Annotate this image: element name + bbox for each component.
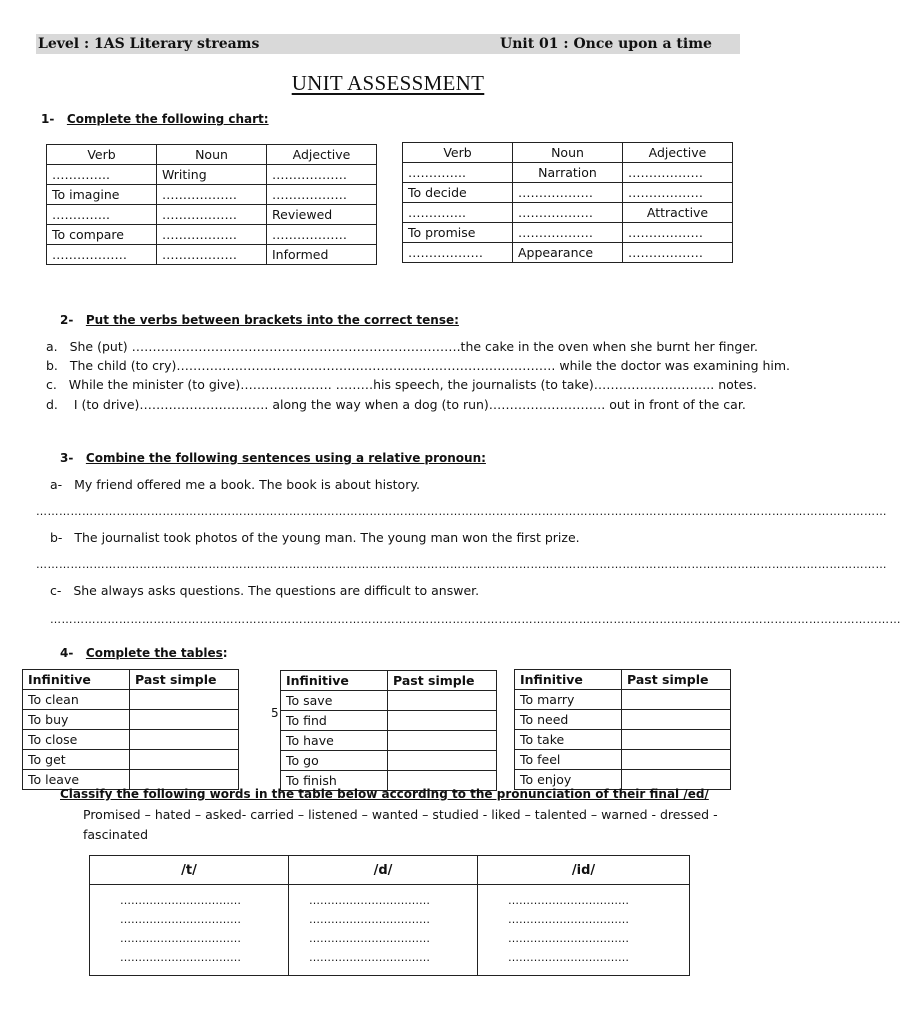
table-cell[interactable]: ……………… [513, 183, 623, 203]
past-simple-cell[interactable] [130, 730, 239, 750]
pronunciation-table-header [90, 856, 690, 885]
table-cell[interactable]: Writing [157, 165, 267, 185]
answer-dots: …………………………… [309, 913, 430, 926]
item-text: The journalist took photos of the young man. The young man won the first prize. [74, 530, 580, 545]
past-simple-cell[interactable] [388, 731, 497, 751]
table-row [23, 710, 239, 730]
section4-number: 4- [60, 646, 74, 660]
table-cell[interactable]: ……………… [623, 243, 733, 263]
id-answer-cell[interactable] [478, 885, 690, 976]
table-cell[interactable]: ……………… [623, 183, 733, 203]
col-past-simple: Past simple [130, 670, 239, 690]
infinitive-cell: To leave [23, 770, 130, 790]
section4-title: Complete the tables [85, 646, 223, 660]
item-label: c- [50, 583, 62, 598]
answer-line-b[interactable]: …………………………………………………………………………………………………………………………………………………………………………………………………… [36, 558, 887, 571]
infinitive-cell: To clean [23, 690, 130, 710]
col-infinitive: Infinitive [281, 671, 388, 691]
table-row [47, 225, 377, 245]
table-cell[interactable]: Informed [267, 245, 377, 265]
col-noun: Noun [157, 145, 267, 165]
table-row [403, 163, 733, 183]
infinitive-cell: To go [281, 751, 388, 771]
col-infinitive: Infinitive [23, 670, 130, 690]
stray-mark: 5 [271, 706, 279, 720]
table-cell[interactable]: To compare [47, 225, 157, 245]
word-chart-2-header [403, 143, 733, 163]
verb-table-header [281, 671, 497, 691]
item-label: b. [46, 358, 58, 373]
table-cell[interactable]: ……………… [47, 245, 157, 265]
infinitive-cell: To marry [515, 690, 622, 710]
table-row [403, 203, 733, 223]
col-d-sound: /d/ [289, 856, 478, 885]
table-cell[interactable]: ……………… [513, 203, 623, 223]
table-cell[interactable]: Reviewed [267, 205, 377, 225]
item-label: a. [46, 339, 58, 354]
header-unit: Unit 01 : Once upon a time [500, 36, 712, 52]
section3-title: Combine the following sentences using a relative pronoun: [85, 451, 486, 465]
item-text[interactable]: While the minister (to give)…………………. ………his speech, the journalists (to take)……………………….. notes. [68, 377, 757, 392]
table-cell[interactable]: ……………… [157, 245, 267, 265]
section2-number: 2- [60, 313, 74, 327]
item-text[interactable]: I (to drive)…………………………. along the way when a dog (to run)………………………. out in front of the car. [73, 397, 746, 412]
pronunciation-table [89, 855, 690, 976]
section3-heading [60, 451, 486, 465]
tense-item-c [46, 377, 757, 392]
past-simple-cell[interactable] [622, 730, 731, 750]
verb-table-3 [514, 669, 731, 790]
past-simple-cell[interactable] [130, 710, 239, 730]
table-cell[interactable]: ……………… [267, 185, 377, 205]
item-label: b- [50, 530, 63, 545]
word-list-line-1: Promised – hated – asked- carried – listened – wanted – studied - liked – talented – warned - dressed - [83, 807, 718, 822]
infinitive-cell: To finish [281, 771, 388, 791]
infinitive-cell: To need [515, 710, 622, 730]
d-answer-cell[interactable] [289, 885, 478, 976]
section3-number: 3- [60, 451, 74, 465]
table-row [47, 185, 377, 205]
table-row [515, 710, 731, 730]
table-row [23, 690, 239, 710]
combine-item-b [50, 530, 580, 545]
answer-dots: …………………………… [508, 913, 629, 926]
table-row [281, 731, 497, 751]
verb-table-header [515, 670, 731, 690]
tense-item-b [46, 358, 790, 373]
combine-item-c [50, 583, 479, 598]
answer-line-a[interactable]: …………………………………………………………………………………………………………………………………………………………………………………………………… [36, 505, 887, 518]
table-row [403, 183, 733, 203]
past-simple-cell[interactable] [622, 710, 731, 730]
answer-dots: …………………………… [309, 932, 430, 945]
pronunciation-answer-row [90, 885, 690, 976]
t-answer-cell[interactable] [90, 885, 289, 976]
col-past-simple: Past simple [388, 671, 497, 691]
infinitive-cell: To enjoy [515, 770, 622, 790]
infinitive-cell: To save [281, 691, 388, 711]
answer-dots: …………………………… [120, 951, 241, 964]
table-cell[interactable]: ……………… [403, 243, 513, 263]
verb-table-2 [280, 670, 497, 791]
table-row [515, 750, 731, 770]
section5-heading [60, 787, 709, 801]
col-past-simple: Past simple [622, 670, 731, 690]
item-text[interactable]: The child (to cry)………………………………………………………………………………. while the doctor was examining him. [69, 358, 791, 373]
past-simple-cell[interactable] [130, 750, 239, 770]
past-simple-cell[interactable] [130, 690, 239, 710]
table-cell[interactable]: ………….. [47, 165, 157, 185]
table-cell[interactable]: ……………… [623, 163, 733, 183]
verb-table-header [23, 670, 239, 690]
table-row [281, 751, 497, 771]
table-row [281, 691, 497, 711]
section1-number: 1- [41, 112, 55, 126]
infinitive-cell: To feel [515, 750, 622, 770]
infinitive-cell: To have [281, 731, 388, 751]
table-row [23, 750, 239, 770]
answer-dots: …………………………… [508, 932, 629, 945]
table-cell[interactable]: To imagine [47, 185, 157, 205]
table-cell[interactable]: ………….. [403, 163, 513, 183]
table-cell[interactable]: ……………… [623, 223, 733, 243]
infinitive-cell: To get [23, 750, 130, 770]
past-simple-cell[interactable] [388, 751, 497, 771]
answer-dots: …………………………… [120, 932, 241, 945]
combine-item-a [50, 477, 420, 492]
infinitive-cell: To close [23, 730, 130, 750]
header-level: Level : 1AS Literary streams [38, 36, 260, 52]
col-infinitive: Infinitive [515, 670, 622, 690]
word-chart-1 [46, 144, 377, 265]
table-cell[interactable]: ………….. [47, 205, 157, 225]
infinitive-cell: To take [515, 730, 622, 750]
section2-heading [60, 313, 459, 327]
table-row [403, 243, 733, 263]
past-simple-cell[interactable] [388, 691, 497, 711]
table-cell[interactable]: ……………… [157, 225, 267, 245]
section1-title: Complete the following chart: [66, 112, 269, 126]
col-verb: Verb [403, 143, 513, 163]
table-cell[interactable]: Narration [513, 163, 623, 183]
col-adjective: Adjective [623, 143, 733, 163]
verb-table-1 [22, 669, 239, 790]
past-simple-cell[interactable] [622, 690, 731, 710]
table-cell[interactable]: ……………… [157, 205, 267, 225]
item-label: a- [50, 477, 63, 492]
item-text: She always asks questions. The questions are difficult to answer. [73, 583, 480, 598]
past-simple-cell[interactable] [622, 750, 731, 770]
table-cell[interactable]: ………….. [403, 203, 513, 223]
table-cell[interactable]: To decide [403, 183, 513, 203]
table-cell[interactable]: ……………… [267, 165, 377, 185]
answer-dots: …………………………… [309, 894, 430, 907]
item-text[interactable]: She (put) …………………………………………………………………….the cake in the oven when she burnt her finger. [69, 339, 759, 354]
page-title: UNIT ASSESSMENT [291, 71, 485, 95]
col-adjective: Adjective [267, 145, 377, 165]
answer-dots: …………………………… [120, 913, 241, 926]
item-text: My friend offered me a book. The book is about history. [74, 477, 420, 492]
col-id-sound: /id/ [478, 856, 690, 885]
answer-line-c[interactable]: …………………………………………………………………………………………………………………………………………………………………………………………………… [50, 613, 901, 626]
answer-dots: …………………………… [309, 951, 430, 964]
table-cell[interactable]: ……………… [513, 223, 623, 243]
answer-dots: …………………………… [508, 894, 629, 907]
col-t-sound: /t/ [90, 856, 289, 885]
tense-item-d [46, 397, 746, 412]
col-noun: Noun [513, 143, 623, 163]
table-row [47, 245, 377, 265]
word-chart-2 [402, 142, 733, 263]
infinitive-cell: To buy [23, 710, 130, 730]
past-simple-cell[interactable] [388, 711, 497, 731]
table-row [47, 205, 377, 225]
section5-title: Classify the following words in the table below according to the pronunciation of their final /ed/ [60, 787, 709, 801]
section4-colon: : [222, 646, 228, 660]
item-label: c. [46, 377, 57, 392]
tense-item-a [46, 339, 758, 354]
word-chart-1-header [47, 145, 377, 165]
table-cell[interactable]: ……………… [157, 185, 267, 205]
table-cell[interactable]: To promise [403, 223, 513, 243]
word-list-line-2: fascinated [83, 827, 149, 842]
table-row [281, 711, 497, 731]
table-cell[interactable]: ……………… [267, 225, 377, 245]
table-cell[interactable]: Attractive [623, 203, 733, 223]
col-verb: Verb [47, 145, 157, 165]
answer-dots: …………………………… [508, 951, 629, 964]
table-cell[interactable]: Appearance [513, 243, 623, 263]
table-row [515, 690, 731, 710]
table-row [515, 730, 731, 750]
section4-heading [60, 646, 228, 660]
item-label: d. [46, 397, 58, 412]
infinitive-cell: To find [281, 711, 388, 731]
section2-title: Put the verbs between brackets into the correct tense: [85, 313, 459, 327]
table-row [47, 165, 377, 185]
answer-dots: …………………………… [120, 894, 241, 907]
table-row [23, 730, 239, 750]
section1-heading [41, 112, 269, 126]
table-row [403, 223, 733, 243]
